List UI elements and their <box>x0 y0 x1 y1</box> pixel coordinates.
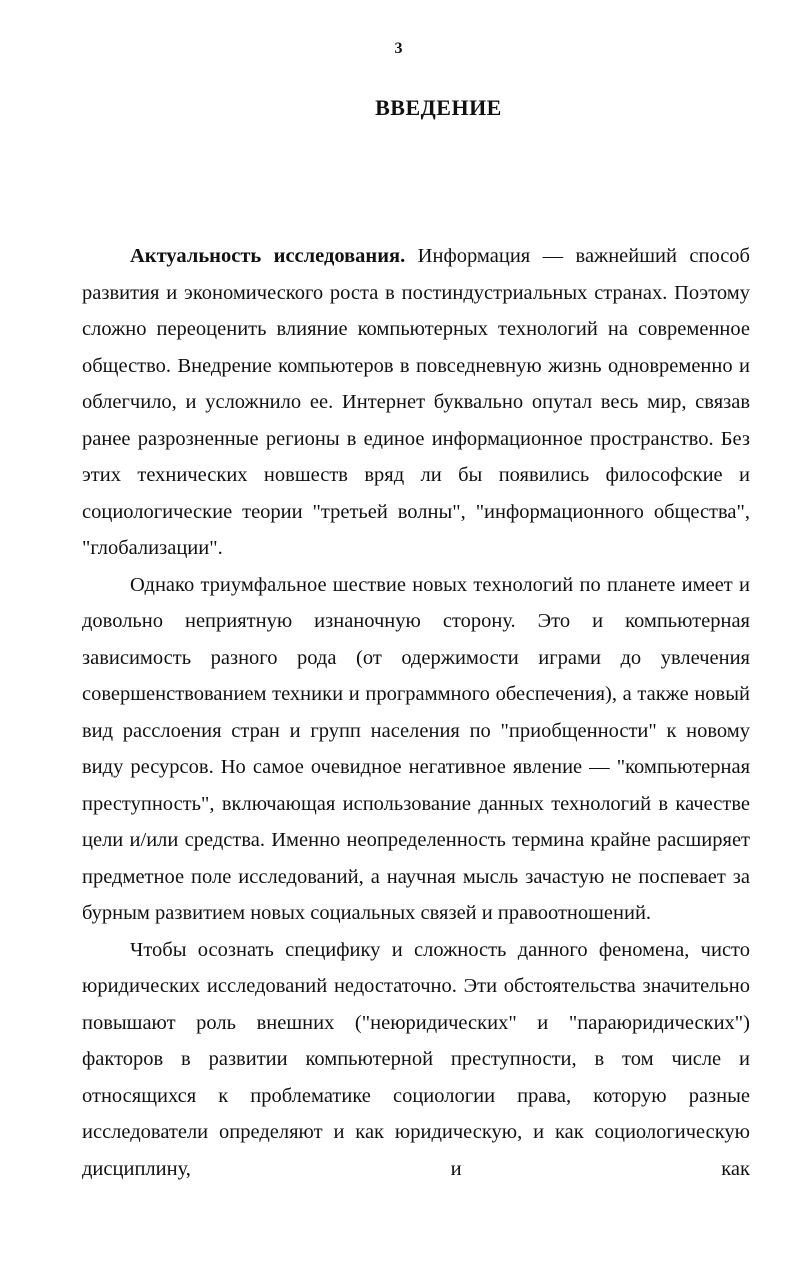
page-title: ВВЕДЕНИЕ <box>375 95 502 120</box>
paragraph-downside <box>82 567 750 932</box>
paragraph-text: Чтобы осознать специфику и сложность данного феномена, чисто юридических исследований недостаточно. Эти обстоятельства значительно повышают роль внешних ("неюридических" и "параюридических") факторов в развитии компьютерной преступности, в том числе и относящихся к проблематике социологии права, которую разные исследователи определяют и как юридическую, и как социологическую дисциплину, и как <box>82 938 750 1180</box>
body-text <box>82 238 750 1187</box>
paragraph-lead: Актуальность исследования. <box>130 245 406 267</box>
paragraph-text: Однако триумфальное шествие новых технологий по планете имеет и довольно неприятную изнаночную сторону. Это и компьютерная зависимость разного рода (от одержимости играми до увлечения совершенствованием техники и программного обеспечения), а также новый вид расслоения стран и групп населения по "приобщенности" к новому виду ресурсов. Но самое очевидное негативное явление — "компьютерная преступность", включающая использование данных технологий в качестве цели и/или средства. Именно неопределенность термина крайне расширяет предметное поле исследований, а научная мысль зачастую не поспевает за бурным развитием новых социальных связей и правоотношений. <box>82 573 750 924</box>
paragraph-relevance <box>82 238 750 567</box>
paragraph-specifics <box>82 932 750 1188</box>
page-number: 3 <box>394 40 403 57</box>
paragraph-text: Информация — важнейший способ развития и экономического роста в постиндустриальных странах. Поэтому сложно переоценить влияние компьютерных технологий на современное общество. Внедрение компьютеров в повседневную жизнь одновременно и облегчило, и усложнило ее. Интернет буквально опутал весь мир, связав ранее разрозненные регионы в единое информационное пространство. Без этих технических новшеств вряд ли бы появились философские и социологические теории "третьей волны", "информационного общества", "глобализации". <box>82 245 750 559</box>
